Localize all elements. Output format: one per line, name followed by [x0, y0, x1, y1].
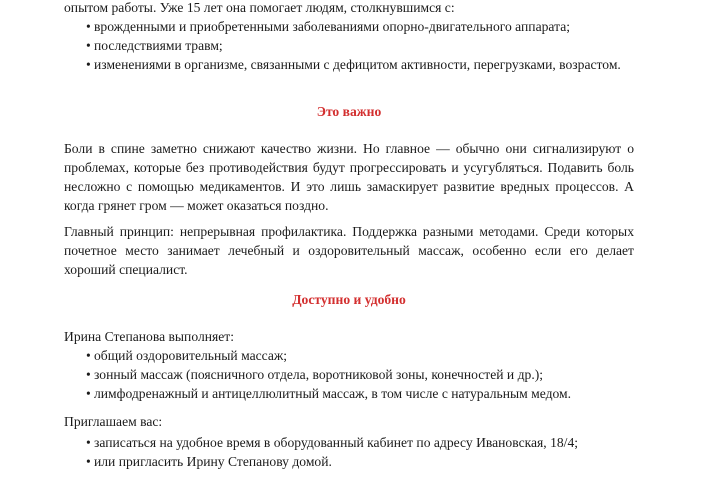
services-list [64, 346, 634, 403]
list-item [64, 365, 634, 384]
bullet-icon: • [86, 57, 91, 72]
list-item-text: изменениями в организме, связанными с дефицитом активности, перегрузками, возрастом. [94, 57, 621, 72]
list-item-text: записаться на удобное время в оборудованный кабинет по адресу Ивановская, 18/4; [94, 435, 579, 450]
bullet-icon: • [86, 386, 91, 401]
paragraph-prevention: Главный принцип: непрерывная профилактика. Поддержка разными методами. Среди которых почетное место занимает лечебный и оздоровительный массаж, особенно если его делает хороший специалист. [64, 224, 634, 277]
list-item [64, 452, 634, 471]
bullet-icon: • [86, 454, 91, 469]
conditions-list [64, 17, 634, 74]
invite-lead: Приглашаем вас: [64, 414, 163, 429]
list-item-text: врожденными и приобретенными заболеваниями опорно-двигательного аппарата; [94, 19, 570, 34]
list-item [64, 36, 634, 55]
bullet-icon: • [86, 435, 91, 450]
section-heading-important: Это важно [316, 104, 382, 119]
intro-line: опытом работы. Уже 15 лет она помогает людям, столкнувшимся с: [64, 0, 455, 15]
section-heading-accessible: Доступно и удобно [292, 292, 406, 307]
list-item [64, 384, 634, 403]
list-item [64, 17, 634, 36]
list-item-text: лимфодренажный и антицеллюлитный массаж, в том числе с натуральным медом. [94, 386, 572, 401]
list-item [64, 433, 634, 452]
list-item-text: общий оздоровительный массаж; [94, 348, 288, 363]
invite-list [64, 433, 634, 471]
list-item-text: последствиями травм; [94, 38, 223, 53]
list-item [64, 55, 634, 74]
list-item-text: зонный массаж (поясничного отдела, воротниковой зоны, конечностей и др.); [94, 367, 544, 382]
services-lead: Ирина Степанова выполняет: [64, 329, 235, 344]
bullet-icon: • [86, 367, 91, 382]
list-item-text: или пригласить Ирину Степанову домой. [94, 454, 332, 469]
list-item [64, 346, 634, 365]
paragraph-back-pain: Боли в спине заметно снижают качество жизни. Но главное — обычно они сигнализируют о проблемах, которые без противодействия будут прогрессировать и усугубляться. Подавить боль несложно с помощью медикаментов. И это лишь замаскирует развитие вредных процессов. А когда грянет гром — может оказаться поздно. [64, 141, 634, 213]
bullet-icon: • [86, 38, 91, 53]
bullet-icon: • [86, 19, 91, 34]
bullet-icon: • [86, 348, 91, 363]
